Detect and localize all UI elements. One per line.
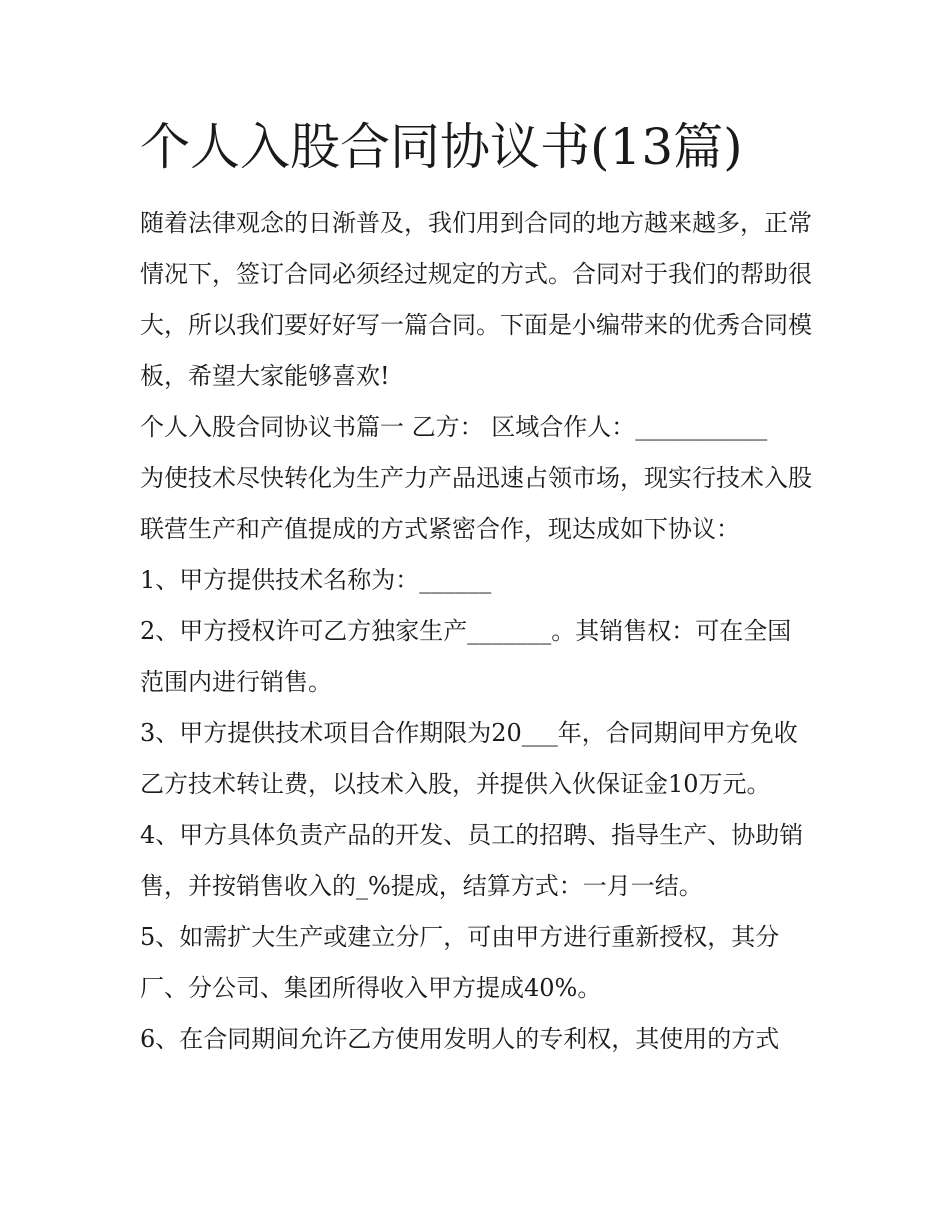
paragraph-intro: 随着法律观念的日渐普及，我们用到合同的地方越来越多，正常情况下，签订合同必须经过规定的方式。合同对于我们的帮助很大，所以我们要好好写一篇合同。下面是小编带来的优秀合同模板，希望大家能够喜欢! — [140, 209, 812, 390]
paragraph-party-line: 个人入股合同协议书篇一 乙方： 区域合作人：___________ — [140, 413, 768, 441]
clause-5: 5、如需扩大生产或建立分厂，可由甲方进行重新授权，其分厂、分公司、集团所得收入甲方提成40%。 — [140, 923, 780, 1002]
document-title: 个人入股合同协议书(13篇) — [140, 118, 743, 176]
clause-1: 1、甲方提供技术名称为：______ — [140, 566, 492, 594]
document-body — [140, 198, 812, 1065]
clause-4: 4、甲方具体负责产品的开发、员工的招聘、指导生产、协助销售，并按销售收入的_%提成，结算方式：一月一结。 — [140, 821, 804, 900]
paragraph-purpose: 为使技术尽快转化为生产力产品迅速占领市场，现实行技术入股联营生产和产值提成的方式紧密合作，现达成如下协议： — [140, 464, 812, 543]
clause-6: 6、在合同期间允许乙方使用发明人的专利权，其使用的方式 — [140, 1025, 780, 1053]
clause-3: 3、甲方提供技术项目合作期限为20___年，合同期间甲方免收乙方技术转让费，以技术入股，并提供入伙保证金10万元。 — [140, 719, 798, 798]
clause-2: 2、甲方授权许可乙方独家生产_______。其销售权：可在全国范围内进行销售。 — [140, 617, 792, 696]
